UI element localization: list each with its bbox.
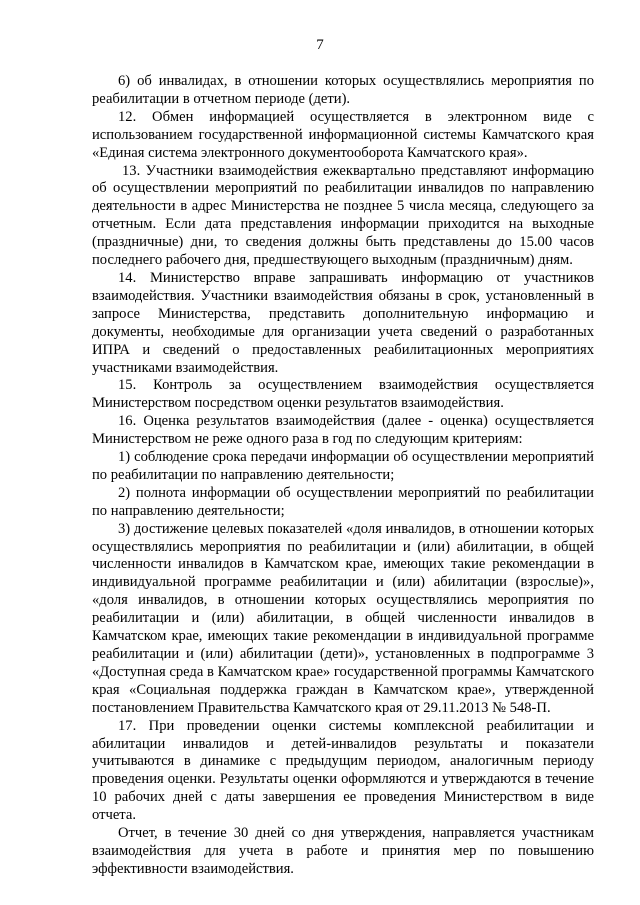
paragraph-14-information-requests: 14. Министерство вправе запрашивать информацию от участников взаимодействия. Участники взаимодействия обязаны в срок, установленный в запросе Министерства, представить дополнительную информацию и документы, необходимые для организации учета сведений о разработанных ИПРА и сведений о предоставленных реабилитационных мероприятиях участниками взаимодействия. [92, 269, 594, 376]
paragraph-12-data-exchange: 12. Обмен информацией осуществляется в электронном виде с использованием государственной информационной системы Камчатского края «Единая система электронного документооборота Камчатского края». [92, 108, 594, 161]
criterion-3: 3) достижение целевых показателей «доля инвалидов, в отношении которых осуществлялись мероприятия по реабилитации и (или) абилитации, в общей численности инвалидов в Камчатском крае, имеющих такие рекомендации в индивидуальной программе реабилитации и (или) абилитации (взрослые)», «доля инвалидов, в отношении которых осуществлялись мероприятия по реабилитации и (или) абилитации, в общей численности инвалидов в Камчатском крае, имеющих такие рекомендации в индивидуальной программе реабилитации и (или) абилитации (дети)», установленных в подпрограмме 3 «Доступная среда в Камчатском крае» государственной программы Камчатского края «Социальная поддержка граждан в Камчатском крае», утвержденной постановлением Правительства Камчатского края от 29.11.2013 № 548-П. [92, 520, 594, 716]
paragraph-item-6: 6) об инвалидах, в отношении которых осуществлялись мероприятия по реабилитации в отчетном периоде (дети). [92, 73, 594, 107]
criterion-1: 1) соблюдение срока передачи информации об осуществлении мероприятий по реабилитации по направлению деятельности; [92, 449, 594, 483]
paragraph-17-evaluation-results: 17. При проведении оценки системы комплексной реабилитации и абилитации инвалидов и детей-инвалидов результаты и показатели учитываются в динамике с предыдущим периодом, аналогичным периоду проведения оценки. Результаты оценки оформляются и утверждаются в течение 10 рабочих дней с даты завершения ее проведения Министерством в виде отчета. [92, 717, 594, 824]
paragraph-16-evaluation: 16. Оценка результатов взаимодействия (далее - оценка) осуществляется Министерством не реже одного раза в год по следующим критериям: [92, 413, 594, 448]
document-body [92, 73, 594, 879]
paragraph-13-quarterly-reporting: 13. Участники взаимодействия ежеквартально представляют информацию об осуществлении мероприятий по реабилитации инвалидов по направлению деятельности в адрес Министерства не позднее 5 числа месяца, следующего за отчетным. Если дата представления информации приходится на выходные (праздничные) дни, то сведения должны быть представлены до 15.00 часов последнего рабочего дня, предшествующего выходным (праздничным) дням. [92, 162, 594, 269]
page-number: 7 [316, 37, 324, 53]
criterion-2: 2) полнота информации об осуществлении мероприятий по реабилитации по направлению деятельности; [92, 484, 594, 519]
paragraph-report-distribution: Отчет, в течение 30 дней со дня утверждения, направляется участникам взаимодействия для учета в работе и принятия мер по повышению эффективности взаимодействия. [92, 825, 594, 877]
paragraph-15-control: 15. Контроль за осуществлением взаимодействия осуществляется Министерством посредством оценки результатов взаимодействия. [92, 377, 594, 412]
